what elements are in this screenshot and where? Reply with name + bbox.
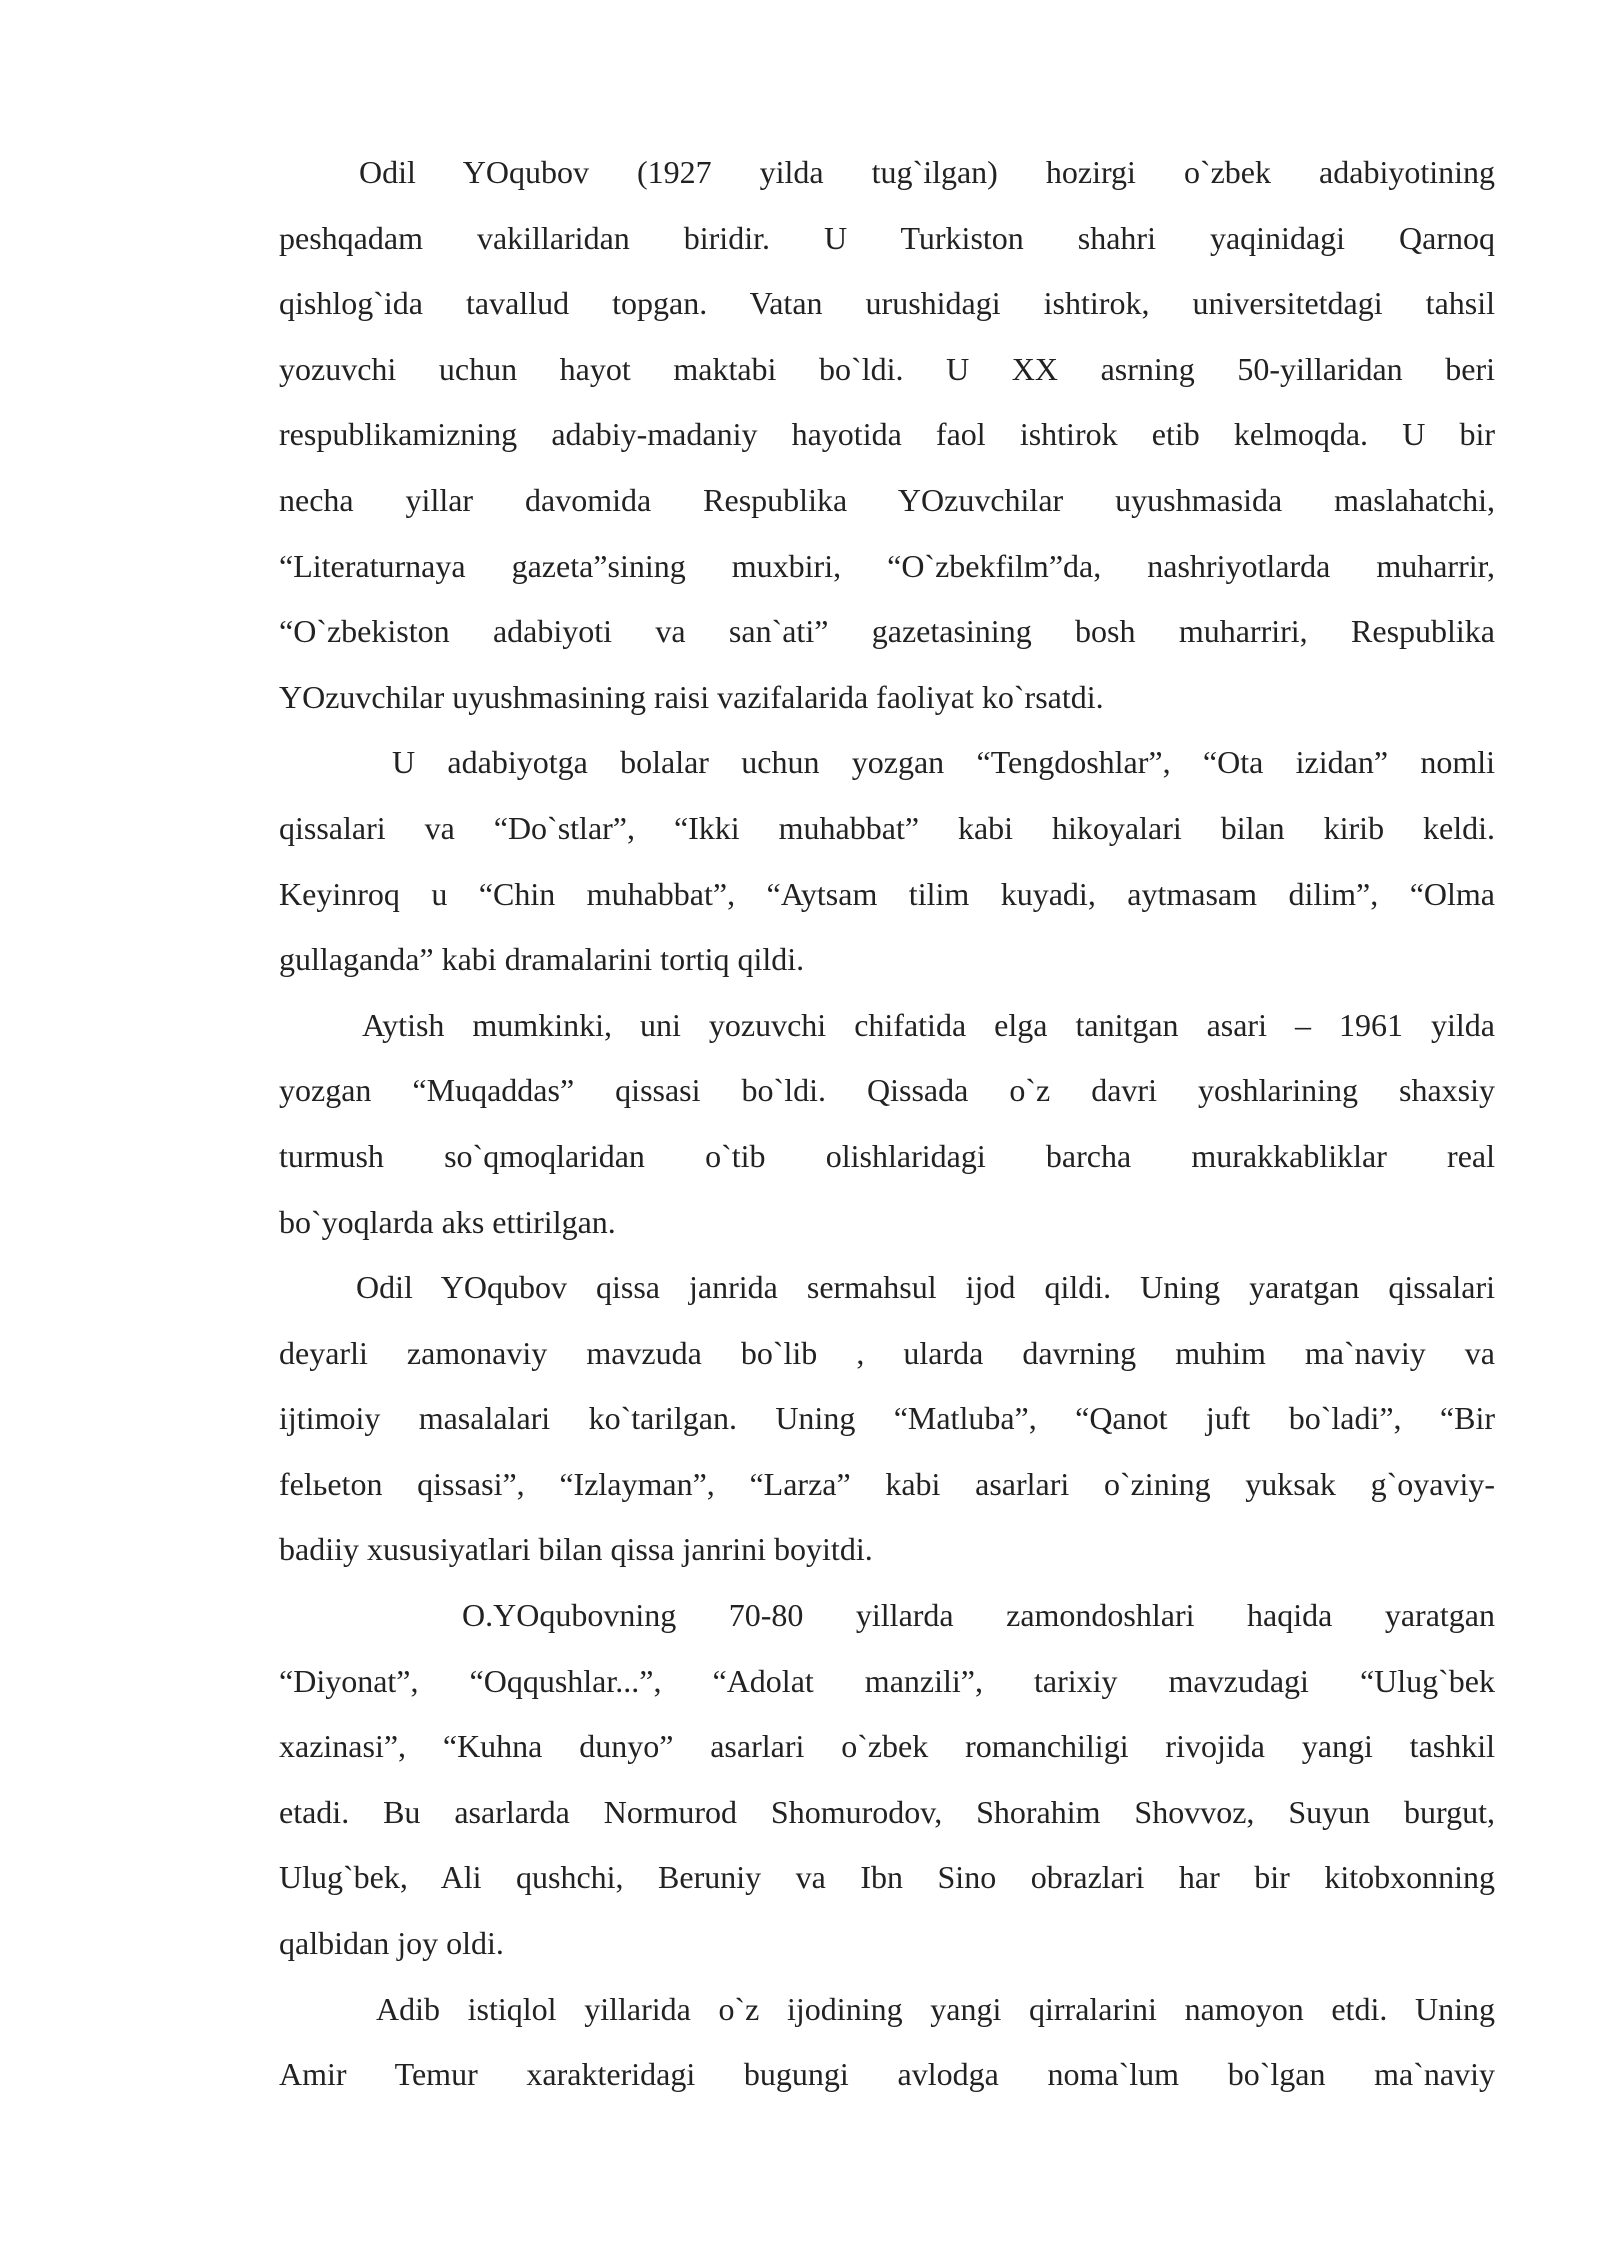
text-line: gullaganda” kabi dramalarini tortiq qildi. [279,941,805,978]
text-line: ijtimoiy masalalari ko`tarilgan. Uning “Matluba”, “Qanot juft bo`ladi”, “Bir [279,1400,1495,1437]
paragraph [279,1977,1495,2108]
text-line: “O`zbekiston adabiyoti va san`ati” gazetasining bosh muharriri, Respublika [279,613,1495,650]
text-line: qalbidan joy oldi. [279,1925,504,1962]
text-line: yozgan “Muqaddas” qissasi bo`ldi. Qissada o`z davri yoshlarining shaxsiy [279,1072,1495,1109]
text-line: U adabiyotga bolalar uchun yozgan “Tengdoshlar”, “Ota izidan” nomli [392,744,1495,781]
text-line: “Literaturnaya gazeta”sining muxbiri, “O`zbekfilm”da, nashriyotlarda muharrir, [279,547,1495,584]
paragraph [279,140,1495,730]
text-line: qishlog`ida tavallud topgan. Vatan urushidagi ishtirok, universitetdagi tahsil [279,285,1495,322]
text-line: Amir Temur xarakteridagi bugungi avlodga noma`lum bo`lgan ma`naviy [279,2056,1495,2093]
text-line: Odil YOqubov (1927 yilda tug`ilgan) hozirgi o`zbek adabiyotining [359,154,1495,190]
text-line: yozuvchi uchun hayot maktabi bo`ldi. U XX asrning 50-yillaridan beri [279,350,1495,387]
text-line: Ulug`bek, Ali qushchi, Beruniy va Ibn Sino obrazlari har bir kitobxonning [279,1859,1495,1896]
paragraph [279,730,1495,992]
text-line: Keyinroq u “Chin muhabbat”, “Aytsam tilim kuyadi, aytmasam dilim”, “Olma [279,875,1495,912]
paragraph [279,993,1495,1255]
text-line: deyarli zamonaviy mavzuda bo`lib , ularda davrning muhim ma`naviy va [279,1334,1495,1371]
text-line: respublikamizning adabiy-madaniy hayotida faol ishtirok etib kelmoqda. U bir [279,416,1495,453]
paragraph [279,1255,1495,1583]
text-line: necha yillar davomida Respublika YOzuvchilar uyushmasida maslahatchi, [279,481,1495,518]
document-body [279,140,1495,2108]
text-line: “Diyonat”, “Oqqushlar...”, “Adolat manzili”, tarixiy mavzudagi “Ulug`bek [279,1662,1495,1699]
text-line: etadi. Bu asarlarda Normurod Shomurodov, Shorahim Shovvoz, Suyun burgut, [279,1793,1495,1830]
text-line: O.YOqubovning 70-80 yillarda zamondoshlari haqida yaratgan [462,1597,1495,1634]
text-line: xazinasi”, “Kuhna dunyo” asarlari o`zbek romanchiligi rivojida yangi tashkil [279,1728,1495,1765]
text-line: felьeton qissasi”, “Izlayman”, “Larza” kabi asarlari o`zining yuksak g`oyaviy- [279,1465,1495,1502]
text-line: qissalari va “Do`stlar”, “Ikki muhabbat” kabi hikoyalari bilan kirib keldi. [279,809,1495,846]
text-line: YOzuvchilar uyushmasining raisi vazifalarida faoliyat ko`rsatdi. [279,678,1104,715]
text-line: bo`yoqlarda aks ettirilgan. [279,1203,616,1240]
text-line: badiiy xususiyatlari bilan qissa janrini boyitdi. [279,1531,873,1568]
text-line: Aytish mumkinki, uni yozuvchi chifatida elga tanitgan asari – 1961 yilda [362,1006,1495,1043]
text-line: peshqadam vakillaridan biridir. U Turkiston shahri yaqinidagi Qarnoq [279,219,1495,256]
text-line: Odil YOqubov qissa janrida sermahsul ijod qildi. Uning yaratgan qissalari [356,1269,1495,1306]
paragraph [279,1583,1495,1977]
text-line: turmush so`qmoqlaridan o`tib olishlaridagi barcha murakkabliklar real [279,1137,1495,1174]
text-line: Adib istiqlol yillarida o`z ijodining yangi qirralarini namoyon etdi. Uning [376,1990,1495,2027]
